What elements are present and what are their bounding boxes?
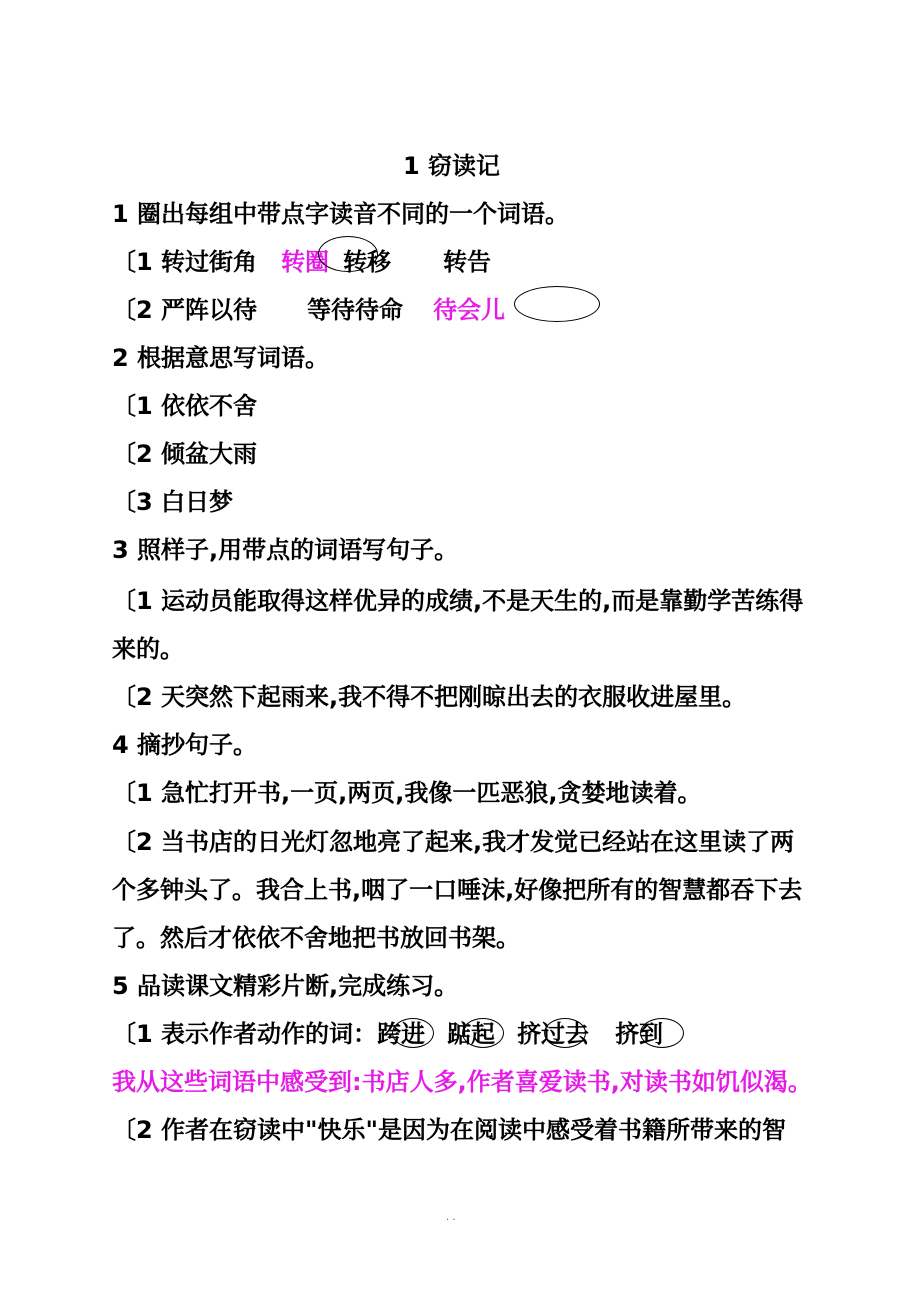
page-footer: . . [446,1212,456,1223]
question-2-item-b: 〔2 倾盆大雨 [112,440,258,468]
q1a-item3: 转告 [443,248,492,276]
q1b-item2: 等待待命 [307,296,404,324]
answer-circle [462,1018,504,1048]
question-5-answer: 我从这些词语中感受到:书店人多,作者喜爱读书,对读书如饥似渴。 [112,1068,812,1096]
q5a-word: 挤过去 [517,1020,590,1048]
q1a-answer: 转圈 [281,248,330,276]
question-3-heading: 3 照样子,用带点的词语写句子。 [112,536,459,564]
question-4-item-a: 〔1 急忙打开书,一页,两页,我像一匹恶狼,贪婪地读着。 [112,779,702,807]
question-4-item-b-line1: 〔2 当书店的日光灯忽地亮了起来,我才发觉已经站在这里读了两 [112,828,795,856]
question-1-heading: 1 圈出每组中带点字读音不同的一个词语。 [112,200,570,228]
question-3-item-a-line1: 〔1 运动员能取得这样优异的成绩,不是天生的,而是靠勤学苦练得 [112,587,804,615]
question-3-item-a-line2: 来的。 [112,635,184,663]
q1a-prefix: 〔1 转过街角 [112,248,258,276]
q5a-word: 挤到 [615,1020,664,1048]
answer-circle [514,286,600,322]
question-2-item-a: 〔1 依依不舍 [112,392,258,420]
question-1-item-a [112,246,491,278]
question-4-item-b-line3: 了。然后才依依不舍地把书放回书架。 [112,924,520,952]
answer-circle [640,1018,684,1048]
answer-circle [318,236,378,272]
q1b-prefix: 〔2 严阵以待 [112,296,258,324]
answer-circle [392,1018,434,1048]
q1b-answer: 待会儿 [433,296,506,324]
question-2-item-c: 〔3 白日梦 [112,488,234,516]
question-3-item-b: 〔2 天突然下起雨来,我不得不把刚晾出去的衣服收进屋里。 [112,683,747,711]
q5a-word: 踮起 [447,1020,496,1048]
q5a-prefix: 〔1 表示作者动作的词： [112,1020,378,1048]
q5a-word: 跨进 [377,1020,426,1048]
q1a-item2: 转移 [343,248,392,276]
question-5-item-b-line1: 〔2 作者在窃读中"快乐"是因为在阅读中感受着书籍所带来的智 [112,1116,787,1144]
page-title: 1 窃读记 [403,152,501,180]
question-4-item-b-line2: 个多钟头了。我合上书,咽了一口唾沫,好像把所有的智慧都吞下去 [112,876,803,904]
answer-circle [544,1018,586,1048]
question-4-heading: 4 摘抄句子。 [112,731,258,759]
question-5-heading: 5 品读课文精彩片断,完成练习。 [112,972,459,1000]
question-2-heading: 2 根据意思写词语。 [112,344,330,372]
question-1-item-b [112,294,505,326]
